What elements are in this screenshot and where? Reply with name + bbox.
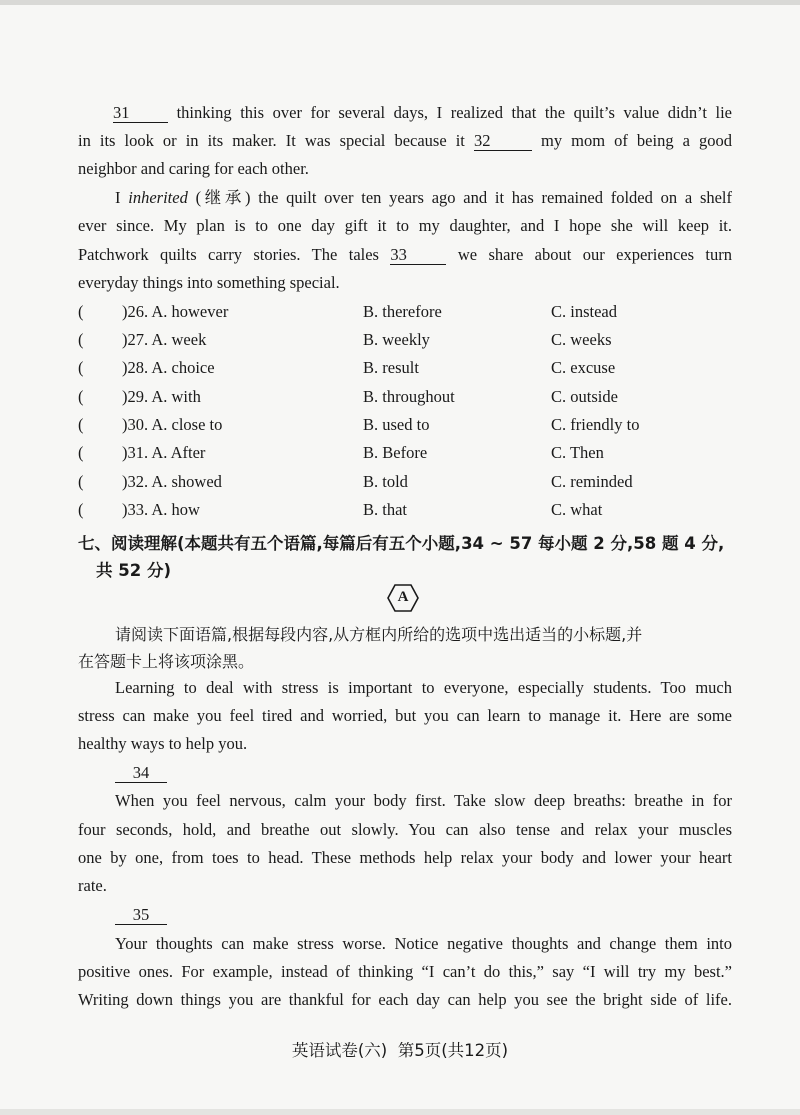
para34-line2: four seconds, hold, and breathe out slowly. You can also tense and relax your muscles xyxy=(78,820,732,839)
scan-edge-bottom xyxy=(0,1109,800,1115)
option-row-30: ( )30. A. close to B. used to C. friendly to xyxy=(78,415,640,434)
para35-line3: Writing down things you are thankful for each day can help you see the bright side of life. xyxy=(78,990,732,1009)
passage-a-label: A xyxy=(397,589,409,605)
option-row-33: ( )33. A. how B. that C. what xyxy=(78,500,603,519)
para35-line2: positive ones. For example, instead of thinking “I can’t do this,” say “I will try my best.” xyxy=(78,962,732,981)
blank-31: 31 xyxy=(113,104,168,123)
cloze-para1-line1: 31 thinking this over for several days, I realized that the quilt’s value didn’t lie xyxy=(113,103,732,122)
passage-a-badge xyxy=(386,583,420,613)
passage-a-intro-line1: Learning to deal with stress is important to everyone, especially students. Too much xyxy=(115,678,732,697)
option-row-26: ( )26. A. however B. therefore C. instead xyxy=(78,302,617,321)
cloze-para1-line2: in its look or in its maker. It was special because it 32 my mom of being a good xyxy=(78,131,733,150)
para35-line1: Your thoughts can make stress worse. Notice negative thoughts and change them into xyxy=(115,934,732,953)
para34-line4: rate. xyxy=(78,876,107,895)
instruction-line2: 在答题卡上将该项涂黑。 xyxy=(78,652,255,671)
heading-blank-34: 34 xyxy=(115,763,167,783)
passage-a-intro-line2: stress can make you feel tired and worried, but you can learn to manage it. Here are some xyxy=(78,706,732,725)
scan-edge-top xyxy=(0,0,800,5)
cloze-para1-line3: neighbor and caring for each other. xyxy=(78,159,309,178)
option-row-28: ( )28. A. choice B. result C. excuse xyxy=(78,358,616,377)
cloze-para2-line3: Patchwork quilts carry stories. The tales 33 we share about our experiences turn xyxy=(78,245,733,264)
option-row-31: ( )31. A. After B. Before C. Then xyxy=(78,443,604,462)
page-footer: 英语试卷(六) 第5页(共12页) xyxy=(291,1041,509,1060)
cloze-para2-line1: I inherited (继承) the quilt over ten years ago and it has remained folded on a shelf xyxy=(115,188,733,207)
cloze-para2-line4: everyday things into something special. xyxy=(78,273,340,292)
passage-a-intro-line3: healthy ways to help you. xyxy=(78,734,248,753)
blank-33: 33 xyxy=(390,246,446,265)
para34-line3: one by one, from toes to head. These methods help relax your body and lower your heart xyxy=(78,848,732,867)
instruction-line1: 请阅读下面语篇,根据每段内容,从方框内所给的选项中选出适当的小标题,并 xyxy=(115,625,643,644)
para34-line1: When you feel nervous, calm your body first. Take slow deep breaths: breathe in for xyxy=(115,791,732,810)
option-row-29: ( )29. A. with B. throughout C. outside xyxy=(78,387,618,406)
blank-32: 32 xyxy=(474,132,532,151)
option-row-32: ( )32. A. showed B. told C. reminded xyxy=(78,472,633,491)
section-7-title: 七、阅读理解(本题共有五个语篇,每篇后有五个小题,34 ~ 57 每小题 2 分,58 题 4 分, xyxy=(78,534,725,553)
option-row-27: ( )27. A. week B. weekly C. weeks xyxy=(78,330,612,349)
heading-blank-35: 35 xyxy=(115,905,167,925)
inherited-word: inherited xyxy=(128,188,188,207)
section-7-title-line2: 共 52 分) xyxy=(96,561,171,580)
cloze-para2-line2: ever since. My plan is to one day gift it to my daughter, and I hope she will keep it. xyxy=(78,216,732,235)
